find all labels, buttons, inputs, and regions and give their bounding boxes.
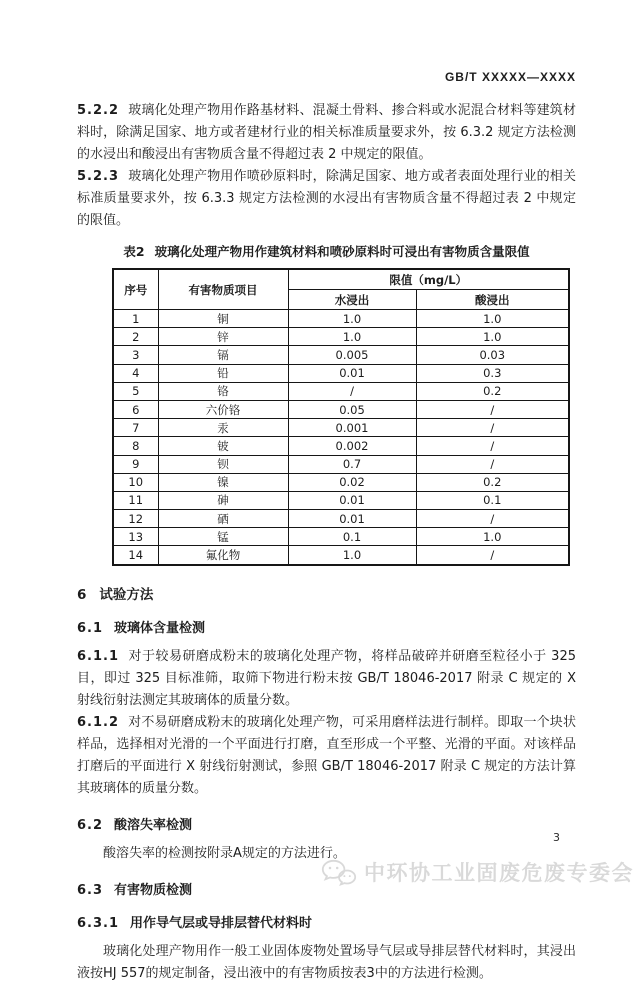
table-cell: 0.7 <box>288 455 416 473</box>
table-cell: 0.1 <box>288 528 416 546</box>
table-cell: 镉 <box>158 346 288 364</box>
heading-title: 用作导气层或导排层替代材料时 <box>130 915 313 931</box>
col-header-water: 水浸出 <box>288 290 416 310</box>
table-cell: 8 <box>113 437 158 455</box>
table-row <box>113 491 569 509</box>
table-cell: 10 <box>113 473 158 491</box>
table-cell: 锰 <box>158 528 288 546</box>
table-cell: 1 <box>113 310 158 328</box>
table-cell: 2 <box>113 328 158 346</box>
table-cell: 0.02 <box>288 473 416 491</box>
table-cell: 6 <box>113 400 158 418</box>
table-cell: 铬 <box>158 382 288 400</box>
para-6-2: 酸溶失率的检测按附录A规定的方法进行。 <box>103 845 346 861</box>
watermark-text: 中环协工业固废危废专委会 <box>364 861 634 885</box>
clause-text: 对于较易研磨成粉末的玻璃化处理产物，将样品破碎并研磨至粒径小于 325 目，即过 325 目标准筛，取筛下物进行粉末按 GB/T 18046-2017 附录 C 规定的 X 射线衍射法测定其玻璃体的质量分数。 <box>77 648 576 708</box>
table-row <box>113 310 569 328</box>
table-cell: 0.001 <box>288 419 416 437</box>
heading-6-2 <box>77 814 576 833</box>
table-cell: 铍 <box>158 437 288 455</box>
table-row <box>113 400 569 418</box>
clause-text: 玻璃化处理产物用作路基材料、混凝土骨料、掺合料或水泥混合材料等建筑材料时，除满足国家、地方或者建材行业的相关标准质量要求外，按 6.3.2 规定方法检测的水浸出和酸浸出有害物质含量不得超过表 2 中规定的限值。 <box>77 103 576 162</box>
clause-5-2-2 <box>77 100 576 166</box>
table-cell: 硒 <box>158 510 288 528</box>
table-cell: / <box>416 400 569 418</box>
table-row <box>113 382 569 400</box>
leaching-limits-table <box>112 268 570 566</box>
col-header-item: 有害物质项目 <box>158 269 288 310</box>
table-cell: 0.05 <box>288 400 416 418</box>
table-cell: 氟化物 <box>158 546 288 565</box>
table-cell: / <box>416 437 569 455</box>
table-row <box>113 473 569 491</box>
doc-number: GB/T XXXXX—XXXX <box>444 70 576 84</box>
clause-number: 6.1.1 <box>77 648 120 664</box>
table-row <box>113 546 569 565</box>
heading-number: 6.3 <box>77 882 104 898</box>
table-cell: 六价铬 <box>158 400 288 418</box>
table-row <box>113 328 569 346</box>
clause-text: 对不易研磨成粉末的玻璃化处理产物，可采用磨样法进行制样。即取一个块状样品，选择相对光滑的一个平面进行打磨，直至形成一个平整、光滑的平面。对该样品打磨后的平面进行 X 射线衍射测试，参照 GB/T 18046-2017 附录 C 规定的方法计算其玻璃体的质量分数。 <box>77 714 576 796</box>
table-cell: 0.01 <box>288 510 416 528</box>
table-title-text: 玻璃化处理产物用作建筑材料和喷砂原料时可浸出有害物质含量限值 <box>154 244 530 259</box>
table-cell: / <box>416 546 569 565</box>
table-cell: 汞 <box>158 419 288 437</box>
table-cell: 0.1 <box>416 491 569 509</box>
clause-number: 5.2.2 <box>77 103 120 118</box>
table-cell: / <box>416 510 569 528</box>
table-row <box>113 510 569 528</box>
table-cell: 0.002 <box>288 437 416 455</box>
table-cell: 砷 <box>158 491 288 509</box>
heading-title: 试验方法 <box>99 586 154 603</box>
heading-6-3-1 <box>77 912 576 931</box>
table-cell: 0.2 <box>416 382 569 400</box>
table-cell: 0.005 <box>288 346 416 364</box>
table-cell: 1.0 <box>416 310 569 328</box>
table-cell: 0.2 <box>416 473 569 491</box>
clause-number: 6.1.2 <box>77 714 120 730</box>
page-number: 3 <box>553 831 560 844</box>
table-row <box>113 419 569 437</box>
table-cell: 0.03 <box>416 346 569 364</box>
table-row <box>113 528 569 546</box>
table-cell: 14 <box>113 546 158 565</box>
heading-title: 有害物质检测 <box>114 882 193 898</box>
table-cell: 镍 <box>158 473 288 491</box>
table-cell: 0.01 <box>288 491 416 509</box>
heading-6 <box>77 583 576 603</box>
table-cell: 1.0 <box>288 328 416 346</box>
table-cell: / <box>416 419 569 437</box>
table-cell: 1.0 <box>288 546 416 565</box>
clause-number: 5.2.3 <box>77 169 120 184</box>
table-cell: 铜 <box>158 310 288 328</box>
clause-6-1-2 <box>77 712 576 800</box>
table-row <box>113 437 569 455</box>
table-body <box>113 310 569 565</box>
clause-6-1-1 <box>77 646 576 712</box>
table-cell: 0.3 <box>416 364 569 382</box>
table-label: 表2 <box>123 244 145 259</box>
table-cell: 9 <box>113 455 158 473</box>
heading-number: 6.1 <box>77 620 104 636</box>
table-cell: 7 <box>113 419 158 437</box>
section-6 <box>77 583 576 985</box>
clause-text: 玻璃化处理产物用作喷砂原料时，除满足国家、地方或者表面处理行业的相关标准质量要求外，按 6.3.3 规定方法检测的水浸出有害物质含量不得超过表 2 中规定的限值。 <box>77 169 576 228</box>
heading-number: 6 <box>77 586 88 603</box>
col-header-acid: 酸浸出 <box>416 290 569 310</box>
table-cell: 12 <box>113 510 158 528</box>
wechat-icon <box>321 858 357 887</box>
table-cell: 钡 <box>158 455 288 473</box>
table-row <box>113 455 569 473</box>
heading-number: 6.3.1 <box>77 915 120 931</box>
table-header-row <box>113 269 569 290</box>
table-cell: 铅 <box>158 364 288 382</box>
heading-title: 酸溶失率检测 <box>114 817 193 833</box>
table-cell: 1.0 <box>288 310 416 328</box>
table-cell: 锌 <box>158 328 288 346</box>
table-cell: 5 <box>113 382 158 400</box>
col-header-limit-group: 限值（mg/L） <box>288 269 569 290</box>
table-cell: 0.01 <box>288 364 416 382</box>
col-header-no: 序号 <box>113 269 158 310</box>
table-cell: / <box>416 455 569 473</box>
heading-title: 玻璃体含量检测 <box>114 620 206 636</box>
clause-5-2-3 <box>77 166 576 232</box>
table-title <box>77 242 576 260</box>
table-cell: / <box>288 382 416 400</box>
table-cell: 4 <box>113 364 158 382</box>
table-cell: 3 <box>113 346 158 364</box>
watermark <box>321 857 634 887</box>
table-row <box>113 346 569 364</box>
table-cell: 11 <box>113 491 158 509</box>
table-row <box>113 364 569 382</box>
table-cell: 1.0 <box>416 528 569 546</box>
table-cell: 1.0 <box>416 328 569 346</box>
para-6-3-1: 玻璃化处理产物用作一般工业固体废物处置场导气层或导排层替代材料时，其浸出液按HJ 557的规定制备，浸出液中的有害物质按表3中的方法进行检测。 <box>77 943 576 981</box>
table-cell: 13 <box>113 528 158 546</box>
heading-number: 6.2 <box>77 817 104 833</box>
heading-6-1 <box>77 617 576 636</box>
